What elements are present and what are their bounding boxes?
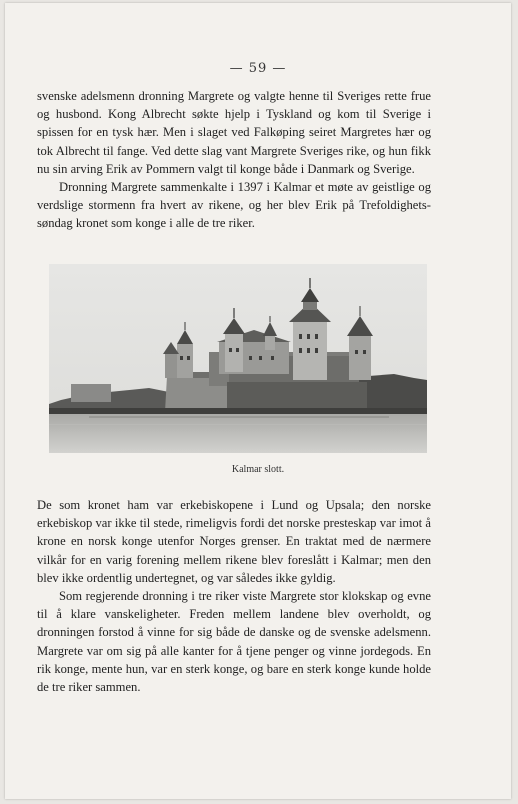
- top-text-block: [37, 87, 431, 233]
- paragraph: Som regjerende dronning i tre riker viste Margrete stor klokskap og evne til å klare vanskeligheter. Freden mellem landene blev overholdt, og dronningen forstod å vinne for sig både de danske og de svenske adelsmenn. Margrete var om sig på alle kanter for å tjene penger og vinne jordegods. En rik konge, mente hun, var en sterk konge, og bare en sterk konge kunde holde de tre riker sammen.: [37, 589, 431, 695]
- kalmar-castle-photo: [49, 264, 427, 453]
- bottom-text-block: [37, 496, 431, 696]
- page-number: — 59 —: [229, 61, 287, 76]
- paragraph: svenske adelsmenn dronning Margrete og valgte henne til Sveriges rette frue og husbond. Kong Albrecht søkte hjelp i Tyskland og kom til Sverige i spissen for en tysk hær. Men i slaget ved Falkøping seiret Margretes hær og tok Albrecht til fange. Ved dette slag vant Margrete Sveriges rike, og hun fikk nu sin arving Erik av Pommern valgt til konge både i Danmark og Sverige.: [37, 89, 431, 176]
- paragraph: De som kronet ham var erkebiskopene i Lund og Upsala; den norske erkebiskop var ikke til stede, rimeligvis fordi det norske presteskap var imot å krone en norsk konge utenfor Norges grenser. En traktat med de nærmere vilkår for en varig forening mellem rikene blev foreslått i Kalmar; men den blev ikke ordentlig undertegnet, og var således ikke gyldig.: [37, 498, 431, 585]
- paragraph: Dronning Margrete sammenkalte i 1397 i Kalmar et møte av geistlige og verdslige stormenn fra hvert av rikene, og her blev Erik på Trefoldighets-søndag kronet som konge i alle de tre riker.: [37, 180, 431, 231]
- book-page: [5, 3, 511, 799]
- figure-caption: Kalmar slott.: [231, 464, 285, 475]
